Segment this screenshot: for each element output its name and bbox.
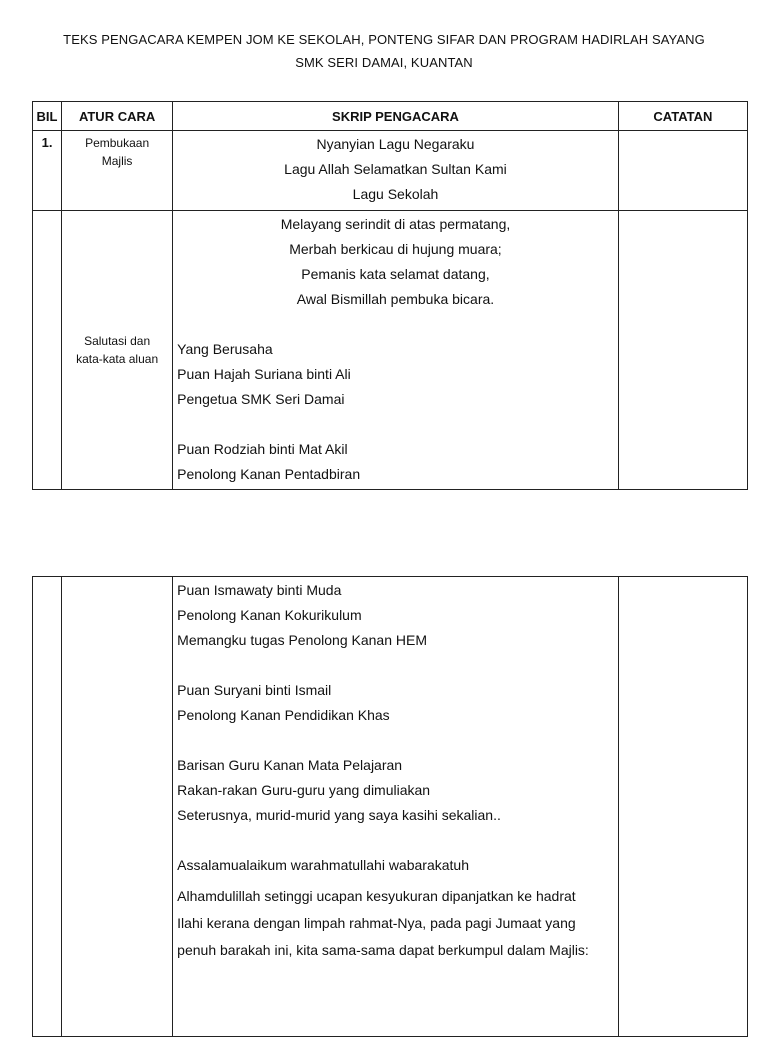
column-header-atur-cara: ATUR CARA xyxy=(62,102,173,131)
script-line: Lagu Allah Selamatkan Sultan Kami xyxy=(284,161,507,177)
row-number: 1. xyxy=(33,131,62,211)
pantun-block xyxy=(177,212,614,312)
greeting-salam: Assalamualaikum warahmatullahi wabarakatuh xyxy=(177,857,469,873)
table-row xyxy=(33,577,748,1037)
catatan-cell xyxy=(618,577,747,1037)
row-number xyxy=(33,577,62,1037)
salutation-line: Penolong Kanan Pendidikan Khas xyxy=(177,707,390,723)
paragraph-line: Alhamdulillah setinggi ucapan kesyukuran dipanjatkan ke hadrat xyxy=(177,888,576,904)
salutation-line: Pengetua SMK Seri Damai xyxy=(177,391,345,407)
pantun-line: Melayang serindit di atas permatang, xyxy=(280,216,511,232)
script-line: Lagu Sekolah xyxy=(352,186,439,202)
script-cell xyxy=(173,131,619,211)
salutation-line: Yang Berusaha xyxy=(177,341,273,357)
salutation-line: Puan Ismawaty binti Muda xyxy=(177,582,342,598)
salutation-line: Barisan Guru Kanan Mata Pelajaran xyxy=(177,757,403,773)
script-cell xyxy=(173,211,619,490)
atur-cara-cell xyxy=(62,211,173,490)
catatan-cell xyxy=(618,211,747,490)
document-title-line2: SMK SERI DAMAI, KUANTAN xyxy=(295,55,473,70)
atur-cara-label: Pembukaan xyxy=(85,136,150,150)
column-header-bil: BIL xyxy=(33,102,62,131)
table-row xyxy=(33,131,748,211)
script-table xyxy=(32,101,748,490)
pantun-line: Merbah berkicau di hujung muara; xyxy=(289,241,502,257)
salutation-line: Puan Hajah Suriana binti Ali xyxy=(177,366,351,382)
salutation-line: Seterusnya, murid-murid yang saya kasihi sekalian.. xyxy=(177,807,501,823)
row-number xyxy=(33,211,62,490)
salutation-line: Memangku tugas Penolong Kanan HEM xyxy=(177,632,427,648)
document-title-line1: TEKS PENGACARA KEMPEN JOM KE SEKOLAH, PONTENG SIFAR DAN PROGRAM HADIRLAH SAYANG xyxy=(63,32,705,47)
pantun-line: Awal Bismillah pembuka bicara. xyxy=(296,291,495,307)
script-table-continued xyxy=(32,576,748,1037)
atur-cara-label: kata-kata aluan xyxy=(76,352,159,366)
pantun-line: Pemanis kata selamat datang, xyxy=(301,266,490,282)
salutation-line: Puan Suryani binti Ismail xyxy=(177,682,332,698)
salutation-line: Puan Rodziah binti Mat Akil xyxy=(177,441,348,457)
paragraph-line: Ilahi kerana dengan limpah rahmat-Nya, pada pagi Jumaat yang xyxy=(177,915,576,931)
column-header-skrip-pengacara: SKRIP PENGACARA xyxy=(173,102,619,131)
column-header-catatan: CATATAN xyxy=(618,102,747,131)
salutation-line: Penolong Kanan Pentadbiran xyxy=(177,466,361,482)
atur-cara-cell xyxy=(62,577,173,1037)
script-cell xyxy=(173,577,619,1037)
atur-cara-cell xyxy=(62,131,173,211)
atur-cara-label: Majlis xyxy=(101,154,133,168)
script-line: Nyanyian Lagu Negaraku xyxy=(316,136,475,152)
salutation-line: Penolong Kanan Kokurikulum xyxy=(177,607,362,623)
catatan-cell xyxy=(618,131,747,211)
table-header-row xyxy=(33,102,748,131)
salutation-line: Rakan-rakan Guru-guru yang dimuliakan xyxy=(177,782,431,798)
paragraph-line: penuh barakah ini, kita sama-sama dapat berkumpul dalam Majlis: xyxy=(177,942,589,958)
atur-cara-label: Salutasi dan xyxy=(84,334,151,348)
table-row xyxy=(33,211,748,490)
